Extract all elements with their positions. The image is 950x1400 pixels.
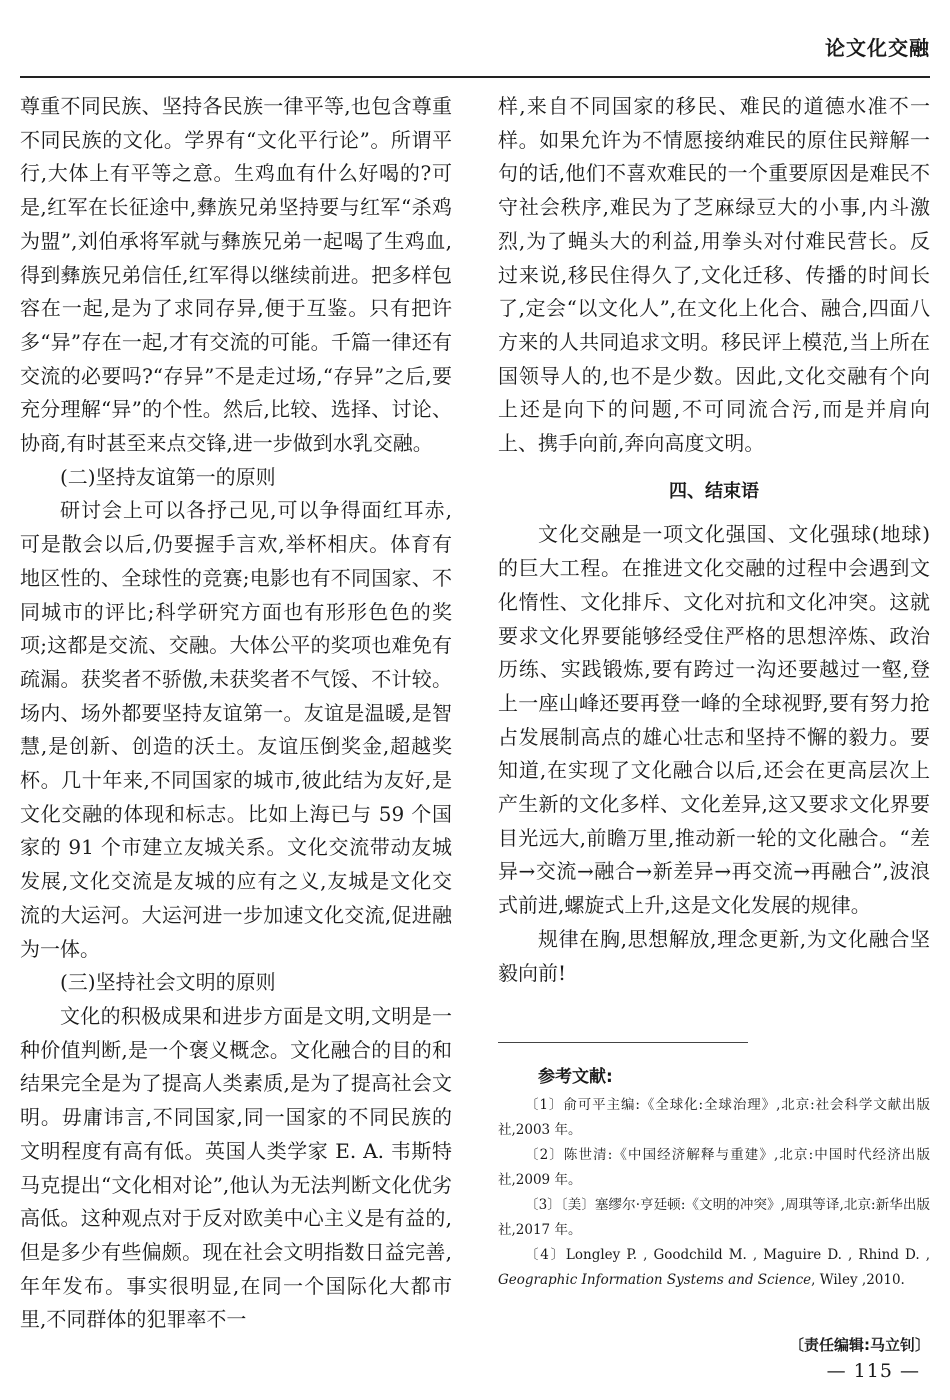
reference-item-4 xyxy=(498,1243,930,1293)
right-paragraph-1: 样,来自不同国家的移民、难民的道德水准不一样。如果允许为不情愿接纳难民的原住民辩解一句的话,他们不喜欢难民的一个重要原因是难民不守社会秩序,难民为了芝麻绿豆大的小事,内斗激烈,为了蝇头大的利益,用拳头对付难民营长。反过来说,移民住得久了,文化迁移、传播的时间长了,定会“以文化人”,在文化上化合、融合,四面八方来的人共同追求文明。移民评上模范,当上所在国领导人的,也不是少数。因此,文化交融有个向上还是向下的问题,不可同流合污,而是并肩向上、携手向前,奔向高度文明。 xyxy=(498,94,930,456)
reference-item-4-publisher: , Wiley ,2010. xyxy=(811,1272,905,1288)
reference-item-3: 〔3〕〔美〕塞缪尔·亨廷顿:《文明的冲突》,周琪等译,北京:新华出版社,2017 年。 xyxy=(498,1197,930,1238)
right-paragraph-3: 规律在胸,思想解放,理念更新,为文化融合坚毅向前! xyxy=(498,926,930,985)
subheading-3: (三)坚持社会文明的原则 xyxy=(60,970,276,995)
left-paragraph-3: 文化的积极成果和进步方面是文明,文明是一种价值判断,是一个褒义概念。文化融合的目的和结果完全是为了提高人类素质,是为了提高社会文明。毋庸讳言,不同国家,同一国家的不同民族的文明程度有高有低。英国人类学家 E. A. 韦斯特马克提出“文化相对论”,他认为无法判断文化优劣高低。这种观点对于反对欧美中心主义是有益的,但是多少有些偏颇。现在社会文明指数日益完善,年年发布。事实很明显,在同一个国际化大都市里,不同群体的犯罪率不一 xyxy=(20,1003,452,1332)
references-divider xyxy=(498,1042,748,1043)
reference-item-1: 〔1〕俞可平主编:《全球化:全球治理》,北京:社会科学文献出版社,2003 年。 xyxy=(498,1097,930,1138)
reference-item-4-title: Geographic Information Systems and Science xyxy=(498,1272,812,1288)
references-heading: 参考文献: xyxy=(538,1067,613,1087)
right-paragraph-2: 文化交融是一项文化强国、文化强球(地球)的巨大工程。在推进文化交融的过程中会遇到文化惰性、文化排斥、文化对抗和文化冲突。这就要求文化界要能够经受住严格的思想淬炼、政治历练、实践锻炼,要有跨过一沟还要越过一壑,登上一座山峰还要再登一峰的全球视野,要有努力抢占发展制高点的雄心壮志和坚持不懈的毅力。要知道,在实现了文化融合以后,还会在更高层次上产生新的文化多样、文化差异,这又要求文化界要目光远大,前瞻万里,推动新一轮的文化融合。“差异→交流→融合→新差异→再交流→再融合”,波浪式前进,螺旋式上升,这是文化发展的规律。 xyxy=(498,522,930,918)
left-paragraph-2: 研讨会上可以各抒己见,可以争得面红耳赤,可是散会以后,仍要握手言欢,举杯相庆。体育有地区性的、全球性的竞赛;电影也有不同国家、不同城市的评比;科学研究方面也有形形色色的奖项;这都是交流、交融。大体公平的奖项也难免有疏漏。获奖者不骄傲,未获奖者不气馁、不计较。场内、场外都要坚持友谊第一。友谊是温暖,是智慧,是创新、创造的沃土。友谊压倒奖金,超越奖杯。几十年来,不同国家的城市,彼此结为友好,是文化交融的体现和标志。比如上海已与 59 个国家的 91 个市建立友城关系。文化交流带动友城发展,文化交流是友城的应有之义,友城是文化交流的大运河。大运河进一步加速文化交流,促进融为一体。 xyxy=(20,498,452,961)
reference-item-4-authors: 〔4〕Longley P. , Goodchild M. , Maguire D. , Rhind D. , xyxy=(525,1247,930,1263)
reference-item-2: 〔2〕陈世清:《中国经济解释与重建》,北京:中国时代经济出版社,2009 年。 xyxy=(498,1147,930,1188)
header-title: 论文化交融 xyxy=(825,36,930,60)
section-title-conclusion: 四、结束语 xyxy=(669,480,759,502)
subheading-2: (二)坚持友谊第一的原则 xyxy=(60,464,276,489)
page-number: — 115 — xyxy=(826,1360,920,1382)
references-section xyxy=(498,1062,930,1293)
left-paragraph-1: 尊重不同民族、坚持各民族一律平等,也包含尊重不同民族的文化。学界有“文化平行论”。所谓平行,大体上有平等之意。生鸡血有什么好喝的?可是,红军在长征途中,彝族兄弟坚持要与红军“杀鸡为盟”,刘伯承将军就与彝族兄弟一起喝了生鸡血,得到彝族兄弟信任,红军得以继续前进。把多样包容在一起,是为了求同存异,便于互鉴。只有把许多“异”存在一起,才有交流的可能。千篇一律还有交流的必要吗?“存异”不是走过场,“存异”之后,要充分理解“异”的个性。然后,比较、选择、讨论、协商,有时甚至来点交锋,进一步做到水乳交融。 xyxy=(20,94,452,456)
running-header xyxy=(20,28,930,78)
left-column xyxy=(20,90,452,1337)
right-column xyxy=(498,90,930,990)
responsible-editor: 〔责任编辑:马立钊〕 xyxy=(789,1336,930,1354)
